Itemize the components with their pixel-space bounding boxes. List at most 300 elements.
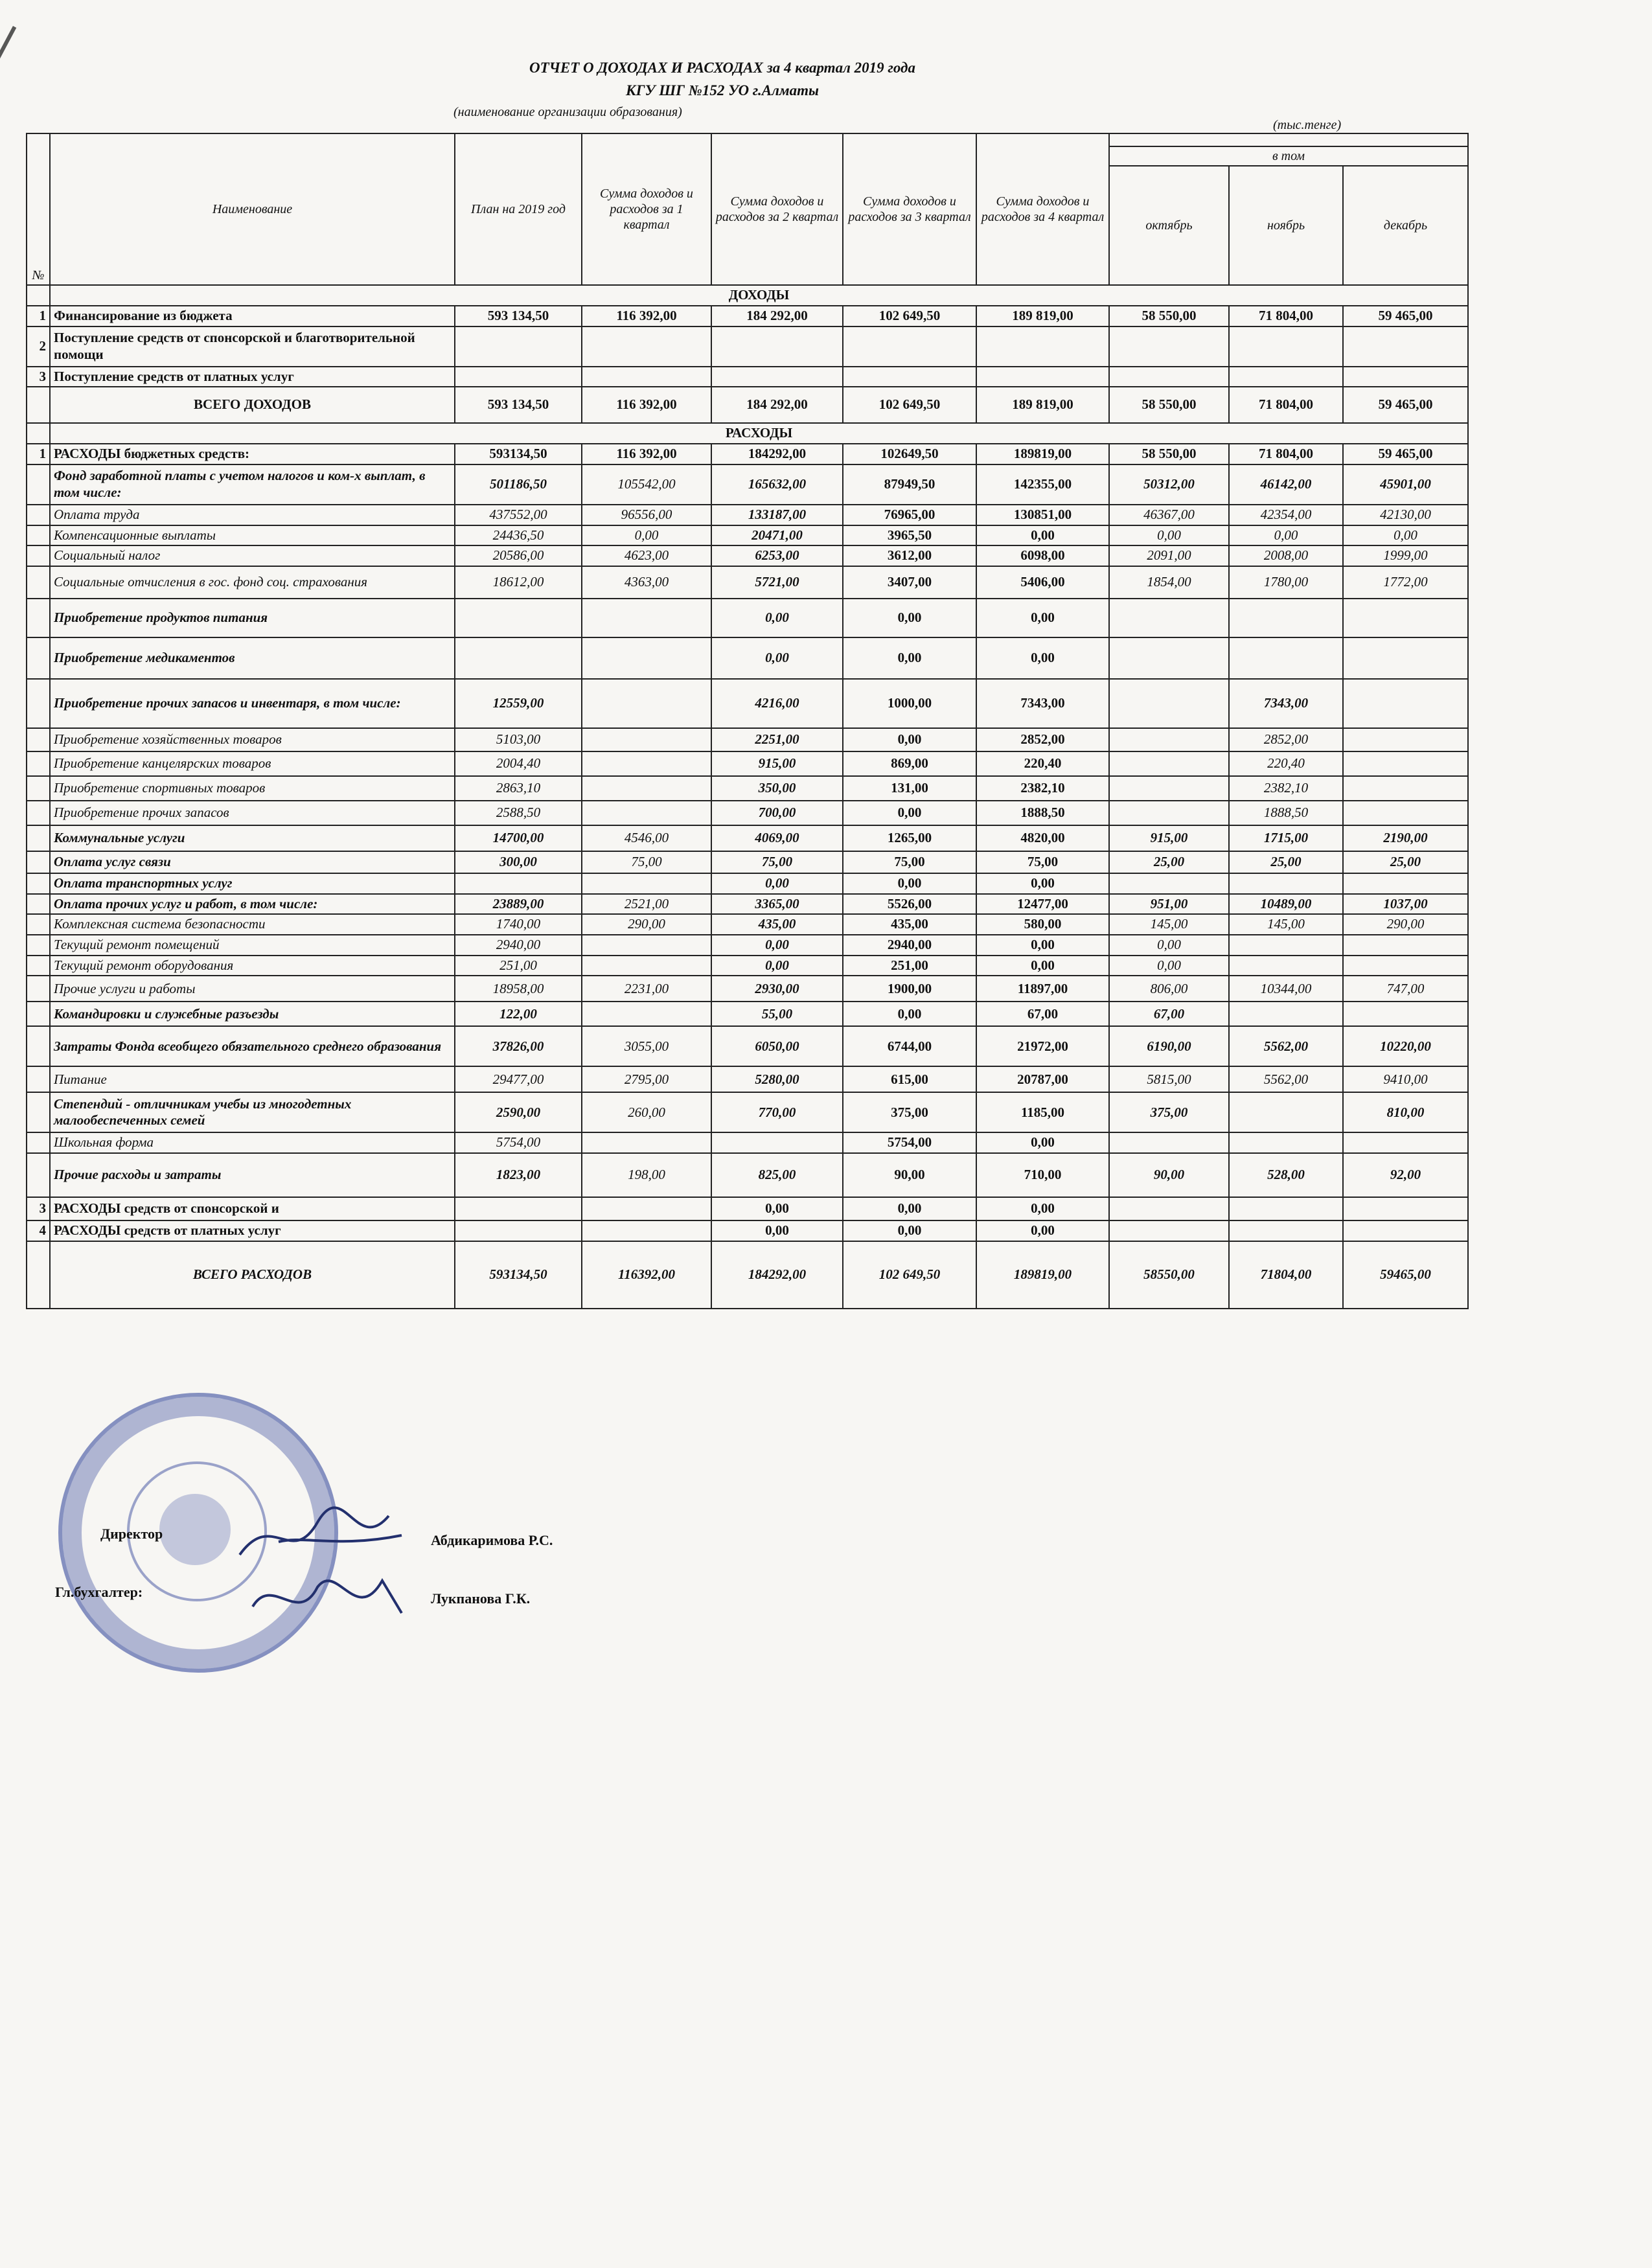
cell-dec — [1343, 1002, 1468, 1026]
cell-no: 3 — [27, 1197, 50, 1220]
cell-q4: 67,00 — [976, 1002, 1109, 1026]
cell-q3: 1000,00 — [843, 679, 976, 728]
cell-no — [27, 873, 50, 894]
cell-plan — [455, 1220, 582, 1241]
cell-plan: 1740,00 — [455, 914, 582, 935]
cell-q2: 0,00 — [711, 599, 843, 637]
cell-name: РАСХОДЫ бюджетных средств: — [50, 444, 455, 464]
cell-q3 — [843, 367, 976, 387]
cell-no: 1 — [27, 306, 50, 326]
cell-q4: 0,00 — [976, 1132, 1109, 1153]
cell-q4: 0,00 — [976, 525, 1109, 546]
table-row — [27, 1197, 1468, 1220]
cell-nov: 10489,00 — [1229, 894, 1343, 915]
cell-plan: 501186,50 — [455, 464, 582, 505]
cell-dec: 810,00 — [1343, 1092, 1468, 1132]
cell-q3: 1900,00 — [843, 976, 976, 1002]
cell-q1: 2795,00 — [582, 1066, 711, 1092]
cell-q2: 825,00 — [711, 1153, 843, 1197]
cell-name: Приобретение продуктов питания — [50, 599, 455, 637]
col-header-q4: Сумма доходов и расходов за 4 квартал — [976, 133, 1109, 285]
cell-plan: 18958,00 — [455, 976, 582, 1002]
cell-dec — [1343, 873, 1468, 894]
cell-oct: 6190,00 — [1109, 1026, 1229, 1066]
cell-q1 — [582, 728, 711, 751]
cell-q2: 350,00 — [711, 776, 843, 801]
cell-oct: 5815,00 — [1109, 1066, 1229, 1092]
cell-no — [27, 851, 50, 873]
table-row — [27, 306, 1468, 326]
cell-q1 — [582, 1132, 711, 1153]
cell-nov — [1229, 1092, 1343, 1132]
cell-q4: 580,00 — [976, 914, 1109, 935]
cell-q1: 2231,00 — [582, 976, 711, 1002]
cell-dec: 2190,00 — [1343, 825, 1468, 851]
cell-q3: 5754,00 — [843, 1132, 976, 1153]
cell-q4: 2852,00 — [976, 728, 1109, 751]
cell-plan — [455, 326, 582, 367]
cell-q2: 55,00 — [711, 1002, 843, 1026]
cell-q4: 1185,00 — [976, 1092, 1109, 1132]
cell-q3: 1265,00 — [843, 825, 976, 851]
cell-oct: 25,00 — [1109, 851, 1229, 873]
table-row — [27, 545, 1468, 566]
cell-q3: 76965,00 — [843, 505, 976, 525]
cell-q2: 20471,00 — [711, 525, 843, 546]
table-row — [27, 525, 1468, 546]
col-header-group: в том — [1109, 146, 1468, 166]
cell-q4: 189819,00 — [976, 444, 1109, 464]
cell-q1: 105542,00 — [582, 464, 711, 505]
cell-q2: 6253,00 — [711, 545, 843, 566]
cell-name: Социальный налог — [50, 545, 455, 566]
cell-name: Питание — [50, 1066, 455, 1092]
cell-q1 — [582, 637, 711, 679]
col-header-name: Наименование — [50, 133, 455, 285]
cell-q2: 0,00 — [711, 1220, 843, 1241]
cell-q2: 0,00 — [711, 637, 843, 679]
cell-no — [27, 776, 50, 801]
cell-q1 — [582, 679, 711, 728]
cell-q3: 102 649,50 — [843, 387, 976, 423]
table-row — [27, 976, 1468, 1002]
cell-q1: 96556,00 — [582, 505, 711, 525]
cell-q2: 133187,00 — [711, 505, 843, 525]
cell-oct: 2091,00 — [1109, 545, 1229, 566]
cell-q4: 4820,00 — [976, 825, 1109, 851]
cell-plan: 2863,10 — [455, 776, 582, 801]
cell-name: Социальные отчисления в гос. фонд соц. страхования — [50, 566, 455, 599]
cell-dec — [1343, 367, 1468, 387]
organization-name: КГУ ШГ №152 УО г.Алматы — [625, 82, 819, 98]
cell-plan: 5103,00 — [455, 728, 582, 751]
cell-name: Компенсационные выплаты — [50, 525, 455, 546]
col-header-oct: октябрь — [1109, 166, 1229, 285]
cell-nov: 528,00 — [1229, 1153, 1343, 1197]
cell-nov — [1229, 599, 1343, 637]
cell-q3: 0,00 — [843, 873, 976, 894]
cell-name: Командировки и служебные разъезды — [50, 1002, 455, 1026]
cell-q2: 184 292,00 — [711, 306, 843, 326]
cell-nov: 7343,00 — [1229, 679, 1343, 728]
cell-q3: 375,00 — [843, 1092, 976, 1132]
cell-oct — [1109, 751, 1229, 776]
cell-dec: 42130,00 — [1343, 505, 1468, 525]
table-row — [27, 1002, 1468, 1026]
cell-no — [27, 387, 50, 423]
cell-name: Приобретение прочих запасов и инвентаря, в том числе: — [50, 679, 455, 728]
cell-q4: 12477,00 — [976, 894, 1109, 915]
cell-plan: 2588,50 — [455, 801, 582, 825]
cell-q1: 116392,00 — [582, 1241, 711, 1309]
cell-dec: 290,00 — [1343, 914, 1468, 935]
cell-q2: 435,00 — [711, 914, 843, 935]
cell-q2: 700,00 — [711, 801, 843, 825]
cell-q2: 0,00 — [711, 873, 843, 894]
cell-q3: 869,00 — [843, 751, 976, 776]
cell-nov: 71 804,00 — [1229, 387, 1343, 423]
cell-name: Финансирование из бюджета — [50, 306, 455, 326]
cell-q4: 5406,00 — [976, 566, 1109, 599]
cell-no — [27, 728, 50, 751]
accountant-signature — [246, 1561, 415, 1632]
cell-name: Текущий ремонт оборудования — [50, 956, 455, 976]
cell-nov: 71 804,00 — [1229, 444, 1343, 464]
cell-q4: 0,00 — [976, 956, 1109, 976]
cell-nov: 10344,00 — [1229, 976, 1343, 1002]
cell-q4: 6098,00 — [976, 545, 1109, 566]
cell-name: РАСХОДЫ средств от спонсорской и — [50, 1197, 455, 1220]
cell-name: Приобретение хозяйственных товаров — [50, 728, 455, 751]
cell-plan: 23889,00 — [455, 894, 582, 915]
cell-no — [27, 464, 50, 505]
cell-nov: 5562,00 — [1229, 1026, 1343, 1066]
cell-plan: 2590,00 — [455, 1092, 582, 1132]
cell-plan: 12559,00 — [455, 679, 582, 728]
cell-no — [27, 637, 50, 679]
cell-q1 — [582, 1197, 711, 1220]
cell-name: Степендий - отличникам учебы из многодетных малообеспеченных семей — [50, 1092, 455, 1132]
cell-q1: 3055,00 — [582, 1026, 711, 1066]
cell-plan: 2004,40 — [455, 751, 582, 776]
cell-dec — [1343, 637, 1468, 679]
cell-oct: 806,00 — [1109, 976, 1229, 1002]
cell-dec — [1343, 599, 1468, 637]
cell-q3: 251,00 — [843, 956, 976, 976]
cell-nov: 1888,50 — [1229, 801, 1343, 825]
table-row — [27, 1241, 1468, 1309]
unit-note: (тыс.тенге) — [1273, 118, 1342, 132]
table-row — [27, 637, 1468, 679]
table-row — [27, 728, 1468, 751]
cell-q4: 142355,00 — [976, 464, 1109, 505]
cell-dec: 9410,00 — [1343, 1066, 1468, 1092]
cell-q4: 0,00 — [976, 637, 1109, 679]
cell-q4: 189 819,00 — [976, 387, 1109, 423]
cell-no — [27, 566, 50, 599]
cell-q2: 0,00 — [711, 956, 843, 976]
cell-q2: 5280,00 — [711, 1066, 843, 1092]
cell-oct: 0,00 — [1109, 525, 1229, 546]
cell-no — [27, 545, 50, 566]
cell-dec: 10220,00 — [1343, 1026, 1468, 1066]
cell-q4: 189819,00 — [976, 1241, 1109, 1309]
cell-dec: 59465,00 — [1343, 1241, 1468, 1309]
cell-no: 3 — [27, 367, 50, 387]
cell-q3: 2940,00 — [843, 935, 976, 956]
cell-plan: 437552,00 — [455, 505, 582, 525]
cell-no — [27, 525, 50, 546]
cell-dec — [1343, 956, 1468, 976]
cell-nov — [1229, 1132, 1343, 1153]
accountant-label: Гл.бухгалтер: — [55, 1584, 143, 1600]
cell-oct: 67,00 — [1109, 1002, 1229, 1026]
table-row — [27, 1092, 1468, 1132]
cell-dec: 59 465,00 — [1343, 387, 1468, 423]
cell-q4: 130851,00 — [976, 505, 1109, 525]
cell-q4: 0,00 — [976, 1220, 1109, 1241]
cell-dec: 1037,00 — [1343, 894, 1468, 915]
col-header-dec: декабрь — [1343, 166, 1468, 285]
cell-q2 — [711, 1132, 843, 1153]
cell-q2: 2251,00 — [711, 728, 843, 751]
cell-oct — [1109, 801, 1229, 825]
cell-q1 — [582, 873, 711, 894]
table-row — [27, 914, 1468, 935]
cell-name: Приобретение прочих запасов — [50, 801, 455, 825]
cell-nov: 2852,00 — [1229, 728, 1343, 751]
cell-name: Коммунальные услуги — [50, 825, 455, 851]
cell-q2: 165632,00 — [711, 464, 843, 505]
cell-q1 — [582, 751, 711, 776]
cell-no — [27, 894, 50, 915]
table-row — [27, 1066, 1468, 1092]
cell-dec: 1772,00 — [1343, 566, 1468, 599]
cell-name: ВСЕГО ДОХОДОВ — [50, 387, 455, 423]
cell-no — [27, 976, 50, 1002]
cell-plan — [455, 367, 582, 387]
cell-q1: 116 392,00 — [582, 444, 711, 464]
cell-nov — [1229, 935, 1343, 956]
cell-q2: 2930,00 — [711, 976, 843, 1002]
cell-q1 — [582, 1220, 711, 1241]
cell-plan: 593134,50 — [455, 444, 582, 464]
table-row — [27, 387, 1468, 423]
cell-q3: 90,00 — [843, 1153, 976, 1197]
cell-q3: 0,00 — [843, 599, 976, 637]
cell-q4 — [976, 326, 1109, 367]
cell-no: 4 — [27, 1220, 50, 1241]
cell-q1: 2521,00 — [582, 894, 711, 915]
cell-q3: 131,00 — [843, 776, 976, 801]
cell-nov: 5562,00 — [1229, 1066, 1343, 1092]
cell-q1: 4546,00 — [582, 825, 711, 851]
cell-nov — [1229, 637, 1343, 679]
cell-q3: 0,00 — [843, 1220, 976, 1241]
cell-q1: 260,00 — [582, 1092, 711, 1132]
cell-no — [27, 1002, 50, 1026]
cell-nov — [1229, 367, 1343, 387]
cell-q1: 290,00 — [582, 914, 711, 935]
cell-q4: 1888,50 — [976, 801, 1109, 825]
cell-dec — [1343, 751, 1468, 776]
cell-nov: 2382,10 — [1229, 776, 1343, 801]
cell-q2 — [711, 326, 843, 367]
col-header-q3: Сумма доходов и расходов за 3 квартал — [843, 133, 976, 285]
cell-name: Прочие расходы и затраты — [50, 1153, 455, 1197]
cell-name: Фонд заработной платы с учетом налогов и ком-х выплат, в том числе: — [50, 464, 455, 505]
table-row — [27, 1220, 1468, 1241]
cell-name: Школьная форма — [50, 1132, 455, 1153]
cell-q1: 116 392,00 — [582, 387, 711, 423]
cell-q4: 21972,00 — [976, 1026, 1109, 1066]
col-header-plan: План на 2019 год — [455, 133, 582, 285]
cell-q3: 0,00 — [843, 1197, 976, 1220]
cell-q1: 0,00 — [582, 525, 711, 546]
cell-name: Затраты Фонда всеобщего обязательного среднего образования — [50, 1026, 455, 1066]
cell-q2: 6050,00 — [711, 1026, 843, 1066]
cell-name: Поступление средств от спонсорской и благотворительной помощи — [50, 326, 455, 367]
cell-q1: 75,00 — [582, 851, 711, 873]
cell-nov: 145,00 — [1229, 914, 1343, 935]
cell-q3: 0,00 — [843, 1002, 976, 1026]
cell-nov: 42354,00 — [1229, 505, 1343, 525]
stamp-emblem — [159, 1494, 231, 1565]
cell-q1 — [582, 1002, 711, 1026]
table-row — [27, 894, 1468, 915]
cell-no — [27, 935, 50, 956]
cell-q4: 189 819,00 — [976, 306, 1109, 326]
cell-oct — [1109, 326, 1229, 367]
cell-name: Оплата прочих услуг и работ, в том числе: — [50, 894, 455, 915]
cell-oct — [1109, 367, 1229, 387]
col-header-nov: ноябрь — [1229, 166, 1343, 285]
cell-no — [27, 1153, 50, 1197]
cell-plan: 37826,00 — [455, 1026, 582, 1066]
section-income: ДОХОДЫ — [50, 285, 1468, 306]
cell-dec — [1343, 326, 1468, 367]
cell-oct — [1109, 1197, 1229, 1220]
cell-q3: 0,00 — [843, 728, 976, 751]
cell-plan: 593 134,50 — [455, 387, 582, 423]
table-row — [27, 505, 1468, 525]
cell-nov — [1229, 1197, 1343, 1220]
cell-q1 — [582, 801, 711, 825]
director-label: Директор — [100, 1526, 163, 1542]
table-row — [27, 801, 1468, 825]
cell-dec: 25,00 — [1343, 851, 1468, 873]
cell-plan: 1823,00 — [455, 1153, 582, 1197]
table-row — [27, 935, 1468, 956]
section-expenses: РАСХОДЫ — [50, 423, 1468, 444]
cell-no — [27, 599, 50, 637]
cell-plan: 20586,00 — [455, 545, 582, 566]
cell-q3: 102649,50 — [843, 444, 976, 464]
cell-name: Оплата транспортных услуг — [50, 873, 455, 894]
cell-nov: 71 804,00 — [1229, 306, 1343, 326]
cell-name: Приобретение медикаментов — [50, 637, 455, 679]
cell-name: Приобретение спортивных товаров — [50, 776, 455, 801]
cell-plan — [455, 1197, 582, 1220]
cell-oct — [1109, 728, 1229, 751]
cell-dec: 92,00 — [1343, 1153, 1468, 1197]
cell-q2: 184292,00 — [711, 444, 843, 464]
cell-no — [27, 914, 50, 935]
cell-q4: 20787,00 — [976, 1066, 1109, 1092]
cell-name: Поступление средств от платных услуг — [50, 367, 455, 387]
cell-plan: 14700,00 — [455, 825, 582, 851]
cell-oct: 90,00 — [1109, 1153, 1229, 1197]
table-row — [27, 873, 1468, 894]
cell-plan: 300,00 — [455, 851, 582, 873]
cell-q4: 0,00 — [976, 873, 1109, 894]
cell-dec: 59 465,00 — [1343, 444, 1468, 464]
cell-q4: 75,00 — [976, 851, 1109, 873]
cell-name: РАСХОДЫ средств от платных услуг — [50, 1220, 455, 1241]
cell-dec: 59 465,00 — [1343, 306, 1468, 326]
cell-q2: 3365,00 — [711, 894, 843, 915]
cell-name: Оплата труда — [50, 505, 455, 525]
table-row — [27, 1026, 1468, 1066]
cell-q2: 4069,00 — [711, 825, 843, 851]
cell-plan: 122,00 — [455, 1002, 582, 1026]
cell-oct — [1109, 1132, 1229, 1153]
table-row — [27, 956, 1468, 976]
cell-q2: 0,00 — [711, 1197, 843, 1220]
cell-nov — [1229, 873, 1343, 894]
cell-oct — [1109, 873, 1229, 894]
table-row — [27, 599, 1468, 637]
cell-name: Прочие услуги и работы — [50, 976, 455, 1002]
cell-nov: 25,00 — [1229, 851, 1343, 873]
cell-nov: 0,00 — [1229, 525, 1343, 546]
cell-name: Приобретение канцелярских товаров — [50, 751, 455, 776]
table-row — [27, 851, 1468, 873]
cell-no — [27, 1092, 50, 1132]
table-row — [27, 566, 1468, 599]
table-row — [27, 679, 1468, 728]
cell-oct: 375,00 — [1109, 1092, 1229, 1132]
cell-q4: 2382,10 — [976, 776, 1109, 801]
cell-q2: 184 292,00 — [711, 387, 843, 423]
cell-q3: 6744,00 — [843, 1026, 976, 1066]
cell-q1 — [582, 326, 711, 367]
cell-oct — [1109, 776, 1229, 801]
cell-q3: 0,00 — [843, 637, 976, 679]
cell-nov: 220,40 — [1229, 751, 1343, 776]
cell-no — [27, 1066, 50, 1092]
cell-q3: 102 649,50 — [843, 1241, 976, 1309]
cell-q1 — [582, 935, 711, 956]
cell-nov — [1229, 326, 1343, 367]
cell-q1 — [582, 367, 711, 387]
cell-q4: 7343,00 — [976, 679, 1109, 728]
cell-nov — [1229, 956, 1343, 976]
cell-no — [27, 505, 50, 525]
cell-dec — [1343, 1220, 1468, 1241]
cell-plan: 593 134,50 — [455, 306, 582, 326]
director-name: Абдикаримова Р.С. — [431, 1532, 553, 1548]
cell-q2: 770,00 — [711, 1092, 843, 1132]
cell-no — [27, 1241, 50, 1309]
cell-oct — [1109, 1220, 1229, 1241]
cell-plan — [455, 873, 582, 894]
cell-q2: 75,00 — [711, 851, 843, 873]
cell-q4: 11897,00 — [976, 976, 1109, 1002]
cell-q3: 435,00 — [843, 914, 976, 935]
cell-oct — [1109, 679, 1229, 728]
cell-nov: 46142,00 — [1229, 464, 1343, 505]
